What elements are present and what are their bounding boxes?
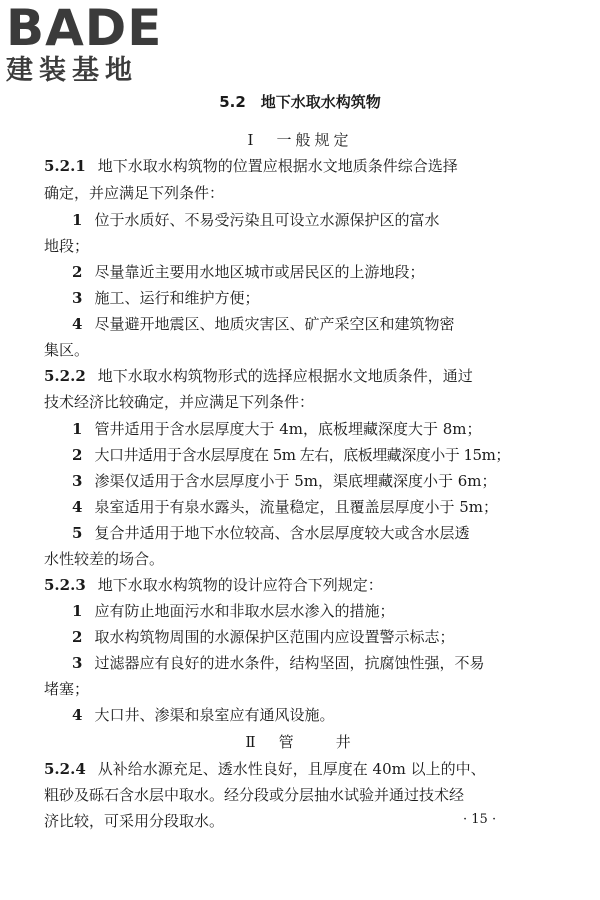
item-number: 1 [72,420,83,438]
clause-text-continued: 济比较，可采用分段取水。 [44,812,225,830]
list-item [72,419,558,439]
item-text: 尽量靠近主要用水地区城市或居民区的上游地段； [94,263,425,281]
item-number: 2 [72,628,83,646]
clause-5-2-1 [44,156,558,176]
list-item [72,705,558,725]
list-item [72,210,558,230]
item-number: 4 [72,498,83,516]
item-number: 3 [72,289,83,307]
subsection-title-general: Ⅰ 一般规定 [247,131,353,149]
list-item [72,601,558,621]
clause-text-continued: 粗砂及砾石含水层中取水。经分段或分层抽水试验并通过技术经 [44,786,465,804]
item-number: 2 [72,263,83,281]
item-text: 取水构筑物周围的水源保护区范围内应设置警示标志； [94,628,455,646]
logo-subtitle: 建装基地 [6,55,138,86]
item-number: 1 [72,211,83,229]
item-number: 4 [72,706,83,724]
list-item [72,262,558,282]
item-number: 5 [72,524,83,542]
item-text: 大口井适用于含水层厚度在 5m 左右，底板埋藏深度小于 15m； [94,446,510,464]
clause-text: 从补给水源充足、透水性良好，且厚度在 40m 以上的中、 [97,760,486,778]
list-item [72,653,558,673]
item-text: 尽量避开地震区、地质灾害区、矿产采空区和建筑物密 [94,315,455,333]
item-text-continued: 地段； [44,237,90,255]
clause-5-2-2 [44,366,558,386]
clause-number: 5.2.2 [44,367,86,385]
item-text: 泉室适用于有泉水露头，流量稳定，且覆盖层厚度小于 5m； [94,498,498,516]
item-text: 管井适用于含水层厚度大于 4m，底板埋藏深度大于 8m； [94,420,482,438]
clause-text-continued: 技术经济比较确定，并应满足下列条件： [44,393,315,411]
page-number: · 15 · [463,812,497,827]
item-text: 施工、运行和维护方便； [94,289,260,307]
item-text-continued: 堵塞； [44,680,90,698]
item-text-continued: 水性较差的场合。 [44,550,165,568]
list-item [72,627,558,647]
list-item [72,471,558,491]
item-text: 应有防止地面污水和非取水层水渗入的措施； [94,602,395,620]
item-number: 1 [72,602,83,620]
clause-5-2-3 [44,575,558,595]
clause-text: 地下水取水构筑物形式的选择应根据水文地质条件，通过 [97,367,473,385]
list-item [72,523,558,543]
list-item [72,288,558,308]
clause-text-continued: 确定，并应满足下列条件： [44,184,225,202]
list-item [72,445,558,465]
clause-number: 5.2.4 [44,760,86,778]
item-text: 过滤器应有良好的进水条件，结构坚固，抗腐蚀性强，不易 [94,654,485,672]
clause-5-2-4 [44,759,558,779]
watermark-logo [6,2,162,86]
list-item [72,497,558,517]
section-title: 5.2 地下水取水构筑物 [219,93,381,111]
item-text: 复合井适用于地下水位较高、含水层厚度较大或含水层透 [94,524,470,542]
logo-wordmark: BADE [6,0,163,57]
clause-number: 5.2.3 [44,576,86,594]
item-number: 4 [72,315,83,333]
item-text: 大口井、渗渠和泉室应有通风设施。 [94,706,335,724]
item-text: 位于水质好、不易受污染且可设立水源保护区的富水 [94,211,440,229]
list-item [72,314,558,334]
item-text-continued: 集区。 [44,341,90,359]
clause-text: 地下水取水构筑物的设计应符合下列规定： [97,576,383,594]
clause-text: 地下水取水构筑物的位置应根据水文地质条件综合选择 [97,157,458,175]
clause-number: 5.2.1 [44,157,86,175]
item-text: 渗渠仅适用于含水层厚度小于 5m，渠底埋藏深度小于 6m； [94,472,497,490]
item-number: 3 [72,654,83,672]
item-number: 2 [72,446,83,464]
item-number: 3 [72,472,83,490]
subsection-title-tube-well: Ⅱ 管 井 [245,733,355,751]
